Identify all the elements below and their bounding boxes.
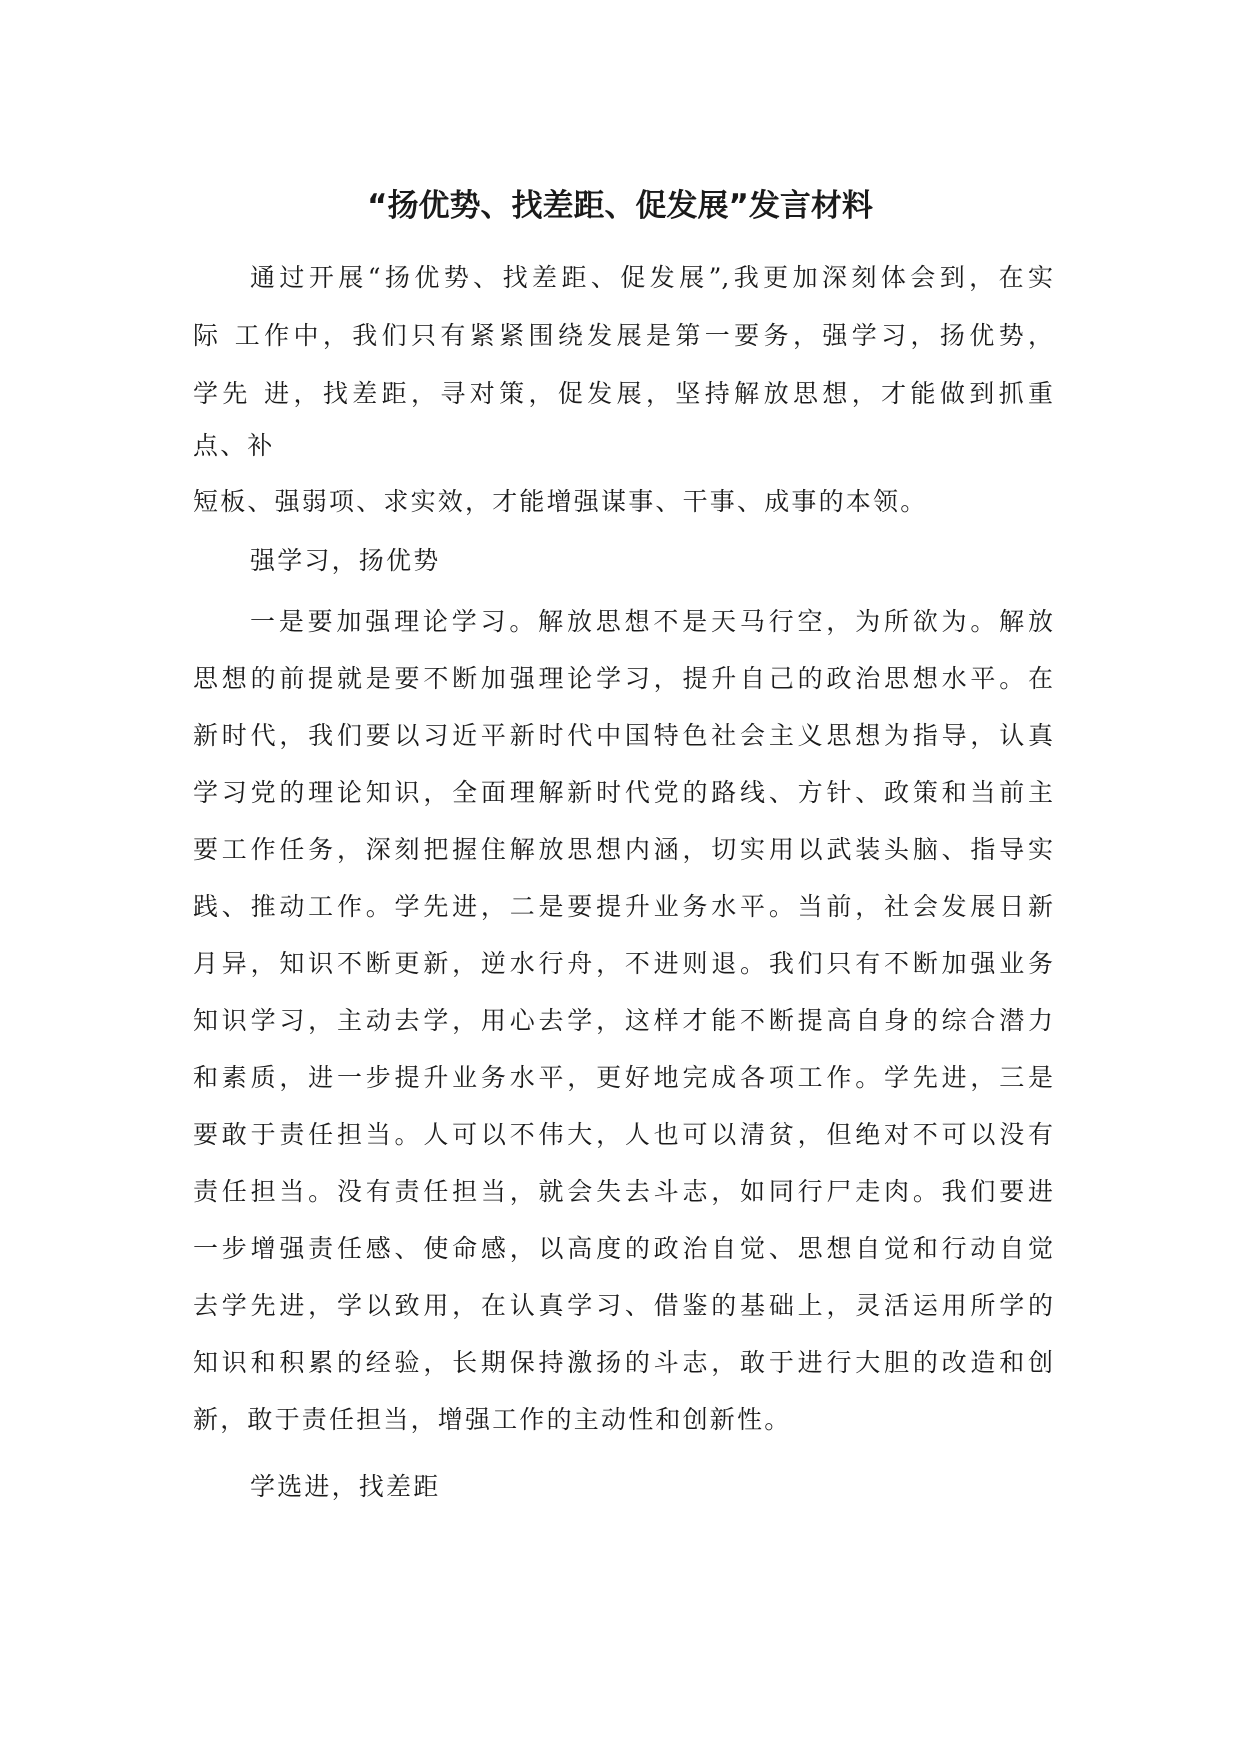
body-line-15: 新，敢于责任担当，增强工作的主动性和创新性。 [193, 1405, 792, 1434]
intro-line-2: 际 工作中，我们只有紧紧围绕发展是第一要务，强学习，扬优势， [193, 321, 1053, 350]
body-line-13: 去学先进，学以致用，在认真学习、借鉴的基础上，灵活运用所学的 [193, 1291, 1053, 1320]
body-line-5: 要工作任务，深刻把握住解放思想内涵，切实用以武装头脑、指导实 [193, 835, 1053, 864]
body-line-7: 月异，知识不断更新，逆水行舟，不进则退。我们只有不断加强业务 [193, 949, 1053, 978]
body-line-8: 知识学习，主动去学，用心去学，这样才能不断提高自身的综合潜力 [193, 1006, 1053, 1035]
intro-line-4: 点、补 [193, 431, 275, 460]
body-line-11: 责任担当。没有责任担当，就会失去斗志，如同行尸走肉。我们要进 [193, 1177, 1053, 1206]
body-line-10: 要敢于责任担当。人可以不伟大，人也可以清贫，但绝对不可以没有 [193, 1120, 1053, 1149]
body-line-3: 新时代，我们要以习近平新时代中国特色社会主义思想为指导，认真 [193, 721, 1053, 750]
section-heading-1: 强学习，扬优势 [250, 546, 441, 575]
body-line-4: 学习党的理论知识，全面理解新时代党的路线、方针、政策和当前主 [193, 778, 1053, 807]
body-line-6: 践、推动工作。学先进，二是要提升业务水平。当前，社会发展日新 [193, 892, 1053, 921]
intro-line-5: 短板、强弱项、求实效，才能增强谋事、干事、成事的本领。 [193, 487, 928, 516]
intro-line-1: 通过开展“扬优势、找差距、促发展”,我更加深刻体会到，在实 [250, 263, 1053, 292]
body-line-12: 一步增强责任感、使命感，以高度的政治自觉、思想自觉和行动自觉 [193, 1234, 1053, 1263]
body-line-1: 一是要加强理论学习。解放思想不是天马行空，为所欲为。解放 [250, 607, 1053, 636]
intro-line-3: 学先 进，找差距，寻对策，促发展，坚持解放思想，才能做到抓重 [193, 379, 1053, 408]
section-heading-2: 学选进，找差距 [250, 1472, 441, 1501]
document-title: “扬优势、找差距、促发展”发言材料 [367, 188, 873, 224]
body-line-2: 思想的前提就是要不断加强理论学习，提升自己的政治思想水平。在 [193, 664, 1053, 693]
body-line-14: 知识和积累的经验，长期保持激扬的斗志，敢于进行大胆的改造和创 [193, 1348, 1053, 1377]
body-line-9: 和素质，进一步提升业务水平，更好地完成各项工作。学先进，三是 [193, 1063, 1053, 1092]
